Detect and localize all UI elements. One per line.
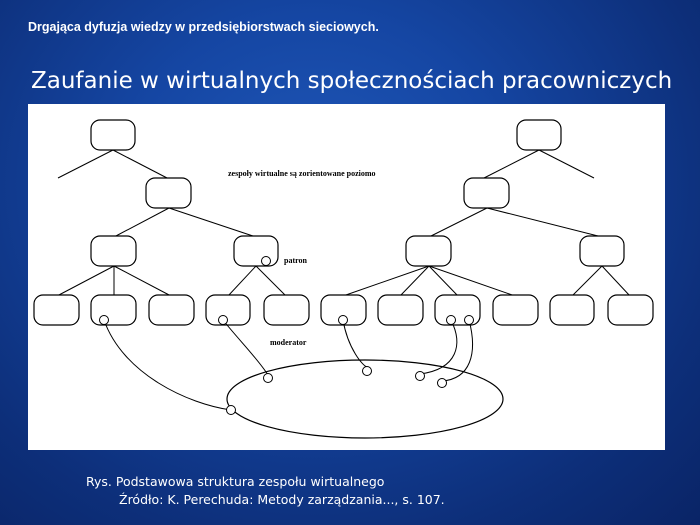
caption-line-1: Rys. Podstawowa struktura zespołu wirtualnego [86, 474, 385, 489]
connector-circle [100, 316, 109, 325]
node-leaf [550, 295, 594, 325]
slide-subtitle: Drgająca dyfuzja wiedzy w przedsiębiorstwach sieciowych. [28, 20, 379, 34]
node-level3 [580, 236, 624, 266]
node-leaf [149, 295, 194, 325]
node-leaf [264, 295, 309, 325]
node-level2-left [146, 178, 191, 208]
connector-circle [264, 374, 273, 383]
connector-circle [465, 316, 474, 325]
node-level3 [91, 236, 136, 266]
node-level2-right [464, 178, 509, 208]
connector-circle [227, 406, 236, 415]
node-leaf [34, 295, 79, 325]
node-leaf [91, 295, 136, 325]
node-level3 [406, 236, 451, 266]
connector-circle [447, 316, 456, 325]
label-horizontal: zespoły wirtualne są zorientowane poziomo [228, 169, 376, 178]
patron-circle [262, 257, 271, 266]
connector-circle [416, 372, 425, 381]
node-leaf [378, 295, 423, 325]
slide-title: Zaufanie w wirtualnych społecznościach pracowniczych [31, 68, 673, 94]
caption-source: Źródło: K. Perechuda: Metody zarządzania..., s. 107. [119, 492, 445, 507]
connector-circle [219, 316, 228, 325]
connector-circle [363, 367, 372, 376]
connector-circle [339, 316, 348, 325]
node-root-right [517, 120, 561, 150]
node-level3-patron [234, 236, 278, 266]
figure-caption [86, 473, 445, 509]
node-root-left [91, 120, 135, 150]
node-leaf [608, 295, 653, 325]
label-patron: patron [284, 256, 307, 265]
virtual-team-diagram [28, 104, 665, 450]
connector-circle [438, 379, 447, 388]
label-moderator: moderator [270, 338, 307, 347]
node-leaf [493, 295, 538, 325]
node-leaf [206, 295, 250, 325]
